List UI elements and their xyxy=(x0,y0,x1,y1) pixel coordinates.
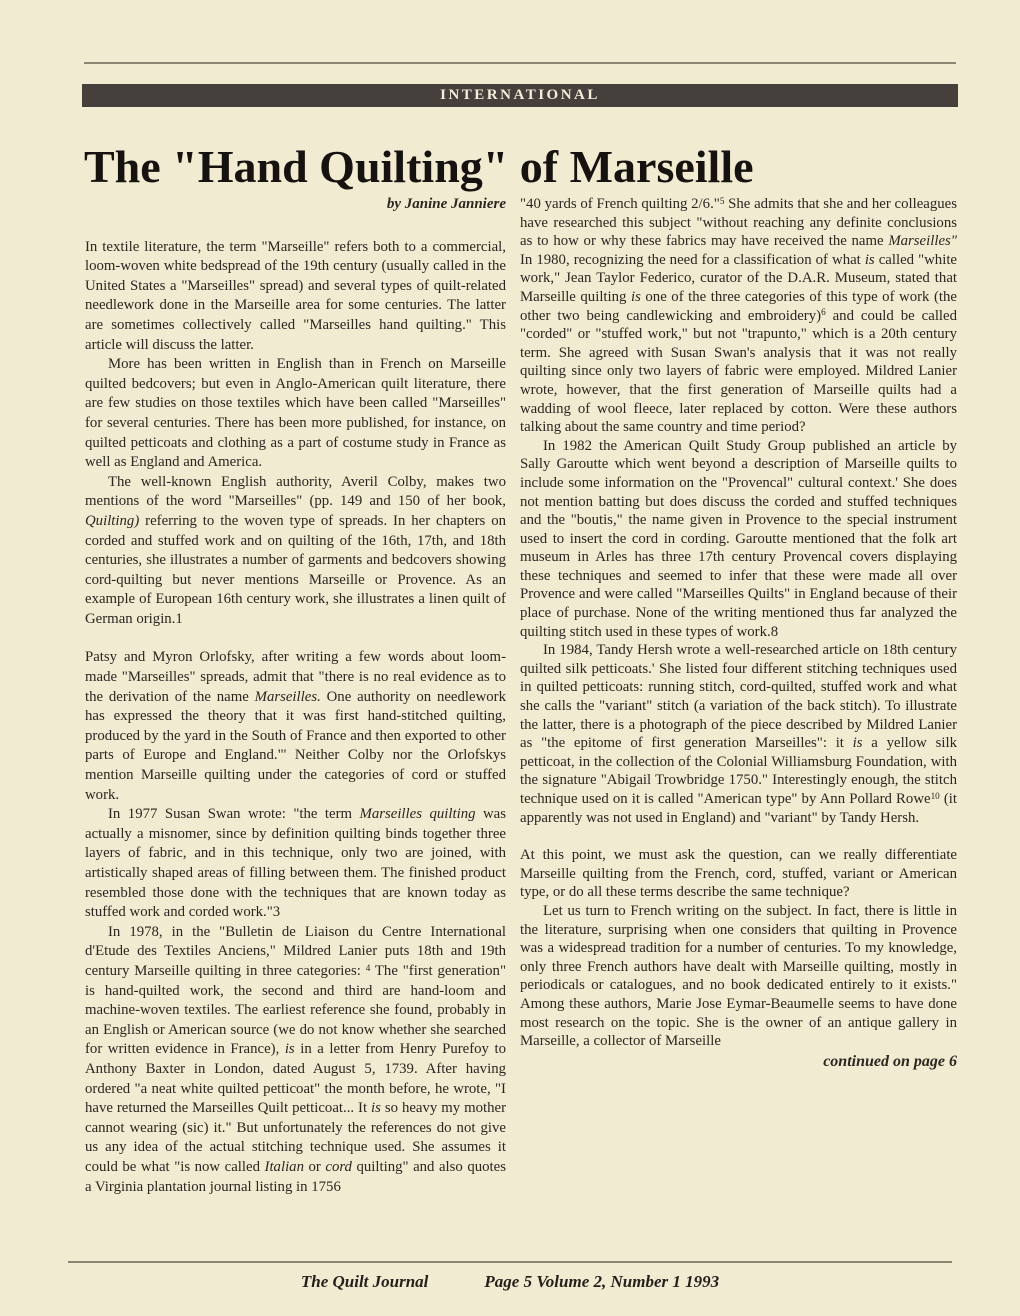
article-paragraph xyxy=(85,238,506,356)
article-paragraph xyxy=(520,641,957,827)
paragraph-text: a yellow silk petticoat, in the collection of the Colonial Williamsburg Foundation, with the signature "Abigail Trowbridge 1750." Interestingly enough, the stitch technique used on it is called "American type" by Ann Pollard Rowe xyxy=(520,735,957,807)
footnote-marker: 5 xyxy=(719,195,725,206)
article-column-right xyxy=(520,195,957,1087)
paragraph-text: Let us turn to French writing on the subject. In fact, there is little in the literature, surprising when one considers that quilting in Provence was a widespread tradition for a number of centuries. To my knowledge, only three French authors have dealt with Marseille quilting, mostly in periodicals or catalogues, and no book dedicated entirely to it exists." Among these authors, Marie Jose Eymar-Beaumelle seems to have done most research on the topic. She is the owner of an antique gallery in Marseille, a collector of Marseille xyxy=(520,902,957,1050)
article-paragraph xyxy=(85,648,506,805)
paragraph-text: The well-known English authority, Averil Colby, makes two mentions of the word "Marseilles" (pp. 149 and 150 of her book, xyxy=(85,473,506,510)
paragraph-text: In 1984, Tandy Hersh wrote a well-researched article on 18th century quilted silk petticoats.' She listed four different stitching techniques used in quilted petticoats: running stitch, cord-quilted, stuffed work and what she calls the "variant" stitch (a variation of the back stitch). To illustrate the latter, there is a photograph of the piece described by Mildred Lanier as "the epitome of first generation Marseilles": it xyxy=(520,642,957,752)
paragraph-text: Quilting) xyxy=(85,512,140,529)
article-paragraph xyxy=(85,355,506,473)
footnote-marker: 4 xyxy=(365,962,371,973)
paragraph-text: was actually a misnomer, since by definition quilting binds together three layers of fabric, and in this technique, only two are joined, with artistically shaped areas of filling between them. The finished product resembled those done with the techniques that are known today as stuffed work and corded work."3 xyxy=(85,806,506,921)
paragraph-text: is xyxy=(631,288,641,305)
footer-rule xyxy=(68,1261,952,1263)
paragraph-text: Italian xyxy=(264,1158,304,1175)
paragraph-text: called "white work," Jean Taylor Federico, curator of the D.A.R. Museum, stated that Marseille quilting xyxy=(520,251,957,305)
paragraph-text: Marseilles. xyxy=(254,688,321,705)
page-footer xyxy=(0,1272,1020,1292)
paragraph-text: so heavy my mother cannot wearing (sic) it." But unfortunately the references do not give us any idea of the actual stitching technique used. She assumes it could be what "is now called xyxy=(85,1100,506,1175)
left-column-paragraphs xyxy=(85,238,506,1198)
article-column-left xyxy=(85,195,506,1197)
section-banner xyxy=(82,84,958,107)
article-paragraph xyxy=(520,437,957,642)
paragraph-text: cord xyxy=(325,1158,352,1175)
article-paragraph xyxy=(85,923,506,1197)
paragraph-text: In 1982 the American Quilt Study Group published an article by Sally Garoutte which went beyond a description of Marseille quilts to include some information on the "Provencal" cultural context.' She does not mention batting but does discuss the corded and stuffed techniques and the "boutis," the name given in Provence to the special instrument used to insert the cord in cording. Garoutte mentioned that the folk art museum in Arles has three 17th century Provencal covers displaying these techniques and seemed to infer that these were made all over Provence and were called "Marseilles Quilts" in England because of their place of purchase. None of the writing mentioned thus far analyzed the quilting stitch used in these types of work.8 xyxy=(520,437,957,640)
paragraph-text: She admits that she and her colleagues have researched this subject "without reaching any definite conclusions as to how or why these fabrics may have received the name xyxy=(520,196,957,250)
paragraph-text: In 1977 Susan Swan wrote: "the term xyxy=(108,806,360,823)
paragraph-text: quilting" and also quotes a Virginia plantation journal listing in 1756 xyxy=(85,1158,506,1195)
paragraph-text: is xyxy=(284,1041,295,1058)
paragraph-text: one of the three categories of this type of work (the other two being candlewicking and embroidery) xyxy=(520,288,957,324)
paragraph-text: Marseilles quilting xyxy=(359,806,476,823)
footnote-marker: 10 xyxy=(930,790,940,801)
page-issue-info: Page 5 Volume 2, Number 1 1993 xyxy=(484,1272,720,1291)
paragraph-text: At this point, we must ask the question, can we really differentiate Marseille quilting from the French, cord, stuffed, variant or American type, or do all these terms describe the same technique? xyxy=(520,847,957,901)
paragraph-text: In 1980, recognizing the need for a classification of what xyxy=(520,251,865,268)
paragraph-text: The "first generation" is hand-quilted work, the second and third are hand-loom and machine-woven textiles. The earliest reference she found, probably in an English or American source (we do not know whether she searched for written evidence in France), xyxy=(85,962,506,1058)
article-paragraph xyxy=(85,473,506,630)
journal-name: The Quilt Journal xyxy=(300,1272,429,1291)
footnote-marker: 6 xyxy=(821,307,826,318)
paragraph-text: is xyxy=(852,735,863,752)
paragraph-text: One authority on needlework has expressed the theory that it was first hand-stitched quilting, produced by the yard in the South of France and then exported to other parts of Europe and England."' Neither Colby nor the Orlofskys mention Marseille quilting under the categories of cord or stuffed work. xyxy=(85,688,506,803)
header-rule xyxy=(84,62,956,64)
right-column-paragraphs xyxy=(520,195,957,1051)
paragraph-text: Patsy and Myron Orlofsky, after writing a few words about loom-made "Marseilles" spreads, admit that "there is no real evidence as to the derivation of the name xyxy=(85,649,506,705)
paragraph-text: or xyxy=(303,1158,326,1175)
paragraph-text: More has been written in English than in French on Marseille quilted bedcovers; but even in Anglo-American quilt literature, there are few studies on those textiles which have been called "Marseilles" for several centuries. There has been more published, for instance, on quilted petticoats and clothing as a part of costume study in France as well as England and America. xyxy=(85,356,506,471)
paragraph-text: (it apparently was not used in England) and "variant" by Tandy Hersh. xyxy=(520,791,957,826)
paragraph-text: is xyxy=(864,251,875,268)
paragraph-text: In textile literature, the term "Marseille" refers both to a commercial, loom-woven white bedspread of the 19th century (usually called in the United States a "Marseilles" spread) and several types of quilt-related needlework done in the Marseille area for some centuries. The latter are sometimes collectively called "Marseilles hand quilting." This article will discuss the latter. xyxy=(85,238,506,353)
article-paragraph xyxy=(520,846,957,902)
paragraph-text: In 1978, in the "Bulletin de Liaison du Centre International d'Etude des Textiles Anciens," Mildred Lanier puts 18th and 19th century Marseille quilting in three categories: xyxy=(85,923,506,979)
paragraph-text: referring to the woven type of spreads. In her chapters on corded and stuffed work and on quilting of the 16th, 17th, and 18th centuries, she illustrates a number of garments and bedcovers showing cord-quilting but never mentions Marseille or Provence. As an example of European 16th century work, she illustrates a linen quilt of German origin.1 xyxy=(85,512,506,627)
article-paragraph xyxy=(520,902,957,1051)
paragraph-text: and could be called "corded" or "stuffed work," but not "trapunto," which is a 20th century term. She agreed with Susan Swan's analysis that it was not really quilting since only two layers of fabric were employed. Mildred Lanier wrote, however, that the first generation of Marseille quilts had a wadding of wool fleece, later replaced by cotton. Were these authors talking about the same country and time period? xyxy=(520,307,958,436)
article-paragraph xyxy=(85,805,506,923)
paragraph-text: "40 yards of French quilting 2/6." xyxy=(520,196,720,212)
paragraph-text: is xyxy=(371,1100,381,1117)
paragraph-text: in a letter from Henry Purefoy to Anthony Baxter in London, dated August 5, 1739. After having ordered "a neat white quilted petticoat" the month before, he wrote, "I have returned the Marseilles Quilt petticoat... It xyxy=(85,1041,506,1117)
article-paragraph xyxy=(520,195,957,437)
byline: by Janine Janniere xyxy=(386,196,506,212)
article-title: The "Hand Quilting" of Marseille xyxy=(84,140,754,192)
section-label: INTERNATIONAL xyxy=(440,87,600,103)
paragraph-text: Marseilles" xyxy=(888,233,957,250)
continued-notice: continued on page 6 xyxy=(823,1052,957,1070)
